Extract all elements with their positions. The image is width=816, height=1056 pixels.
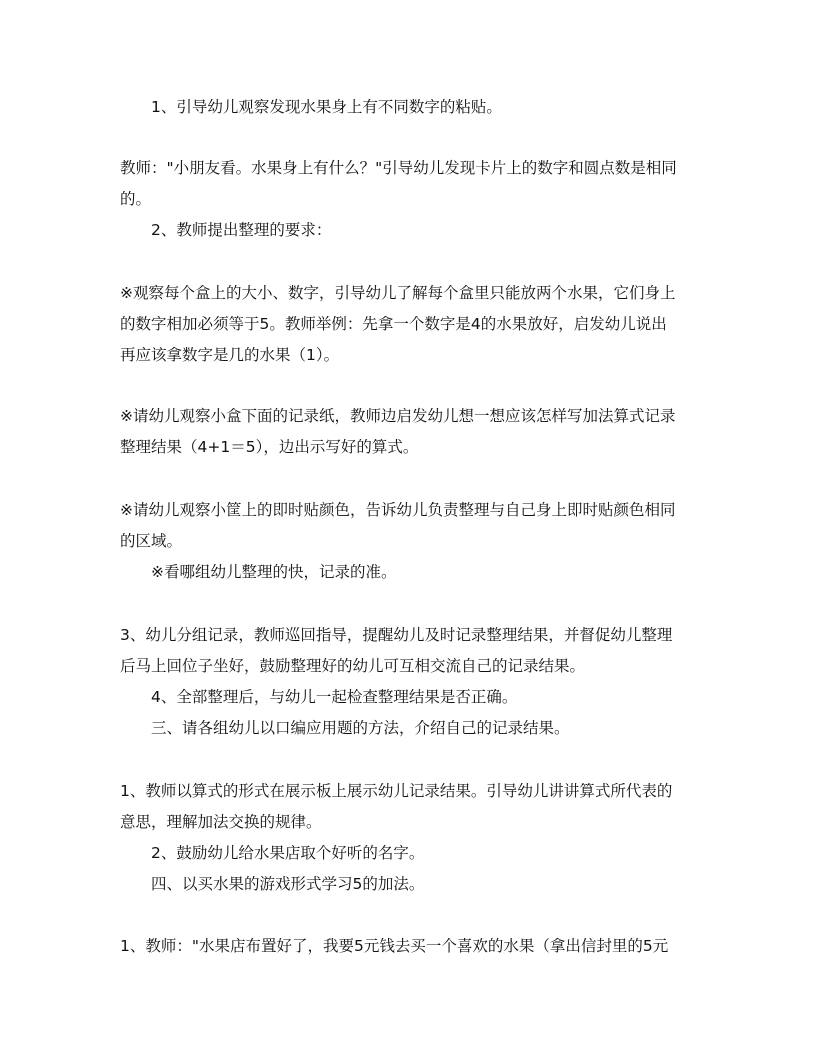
text-line: ※观察每个盒上的大小、数字，引导幼儿了解每个盒里只能放两个水果，它们身上 <box>120 284 676 302</box>
text-line: 4、全部整理后，与幼儿一起检查整理结果是否正确。 <box>151 688 518 706</box>
text-line: ※请幼儿观察小筐上的即时贴颜色，告诉幼儿负责整理与自己身上即时贴颜色相同 <box>120 501 676 519</box>
text-line: 三、请各组幼儿以口编应用题的方法，介绍自己的记录结果。 <box>151 719 570 737</box>
text-line: 2、鼓励幼儿给水果店取个好听的名字。 <box>151 844 425 862</box>
text-line: 3、幼儿分组记录，教师巡回指导，提醒幼儿及时记录整理结果，并督促幼儿整理 <box>120 626 673 644</box>
text-line: 的数字相加必须等于5。教师举例：先拿一个数字是4的水果放好，启发幼儿说出 <box>120 315 667 333</box>
text-line: 1、教师以算式的形式在展示板上展示幼儿记录结果。引导幼儿讲讲算式所代表的 <box>120 782 673 800</box>
text-line: 后马上回位子坐好，鼓励整理好的幼儿可互相交流自己的记录结果。 <box>120 657 586 675</box>
text-line: 2、教师提出整理的要求： <box>151 221 332 239</box>
text-line: 的。 <box>120 190 152 208</box>
text-line: 整理结果（4+1＝5），边出示写好的算式。 <box>120 438 419 456</box>
text-line: ※看哪组幼儿整理的快，记录的准。 <box>151 563 397 581</box>
text-line: 教师："小朋友看。水果身上有什么？"引导幼儿发现卡片上的数字和圆点数是相同 <box>120 159 677 177</box>
text-line: 四、以买水果的游戏形式学习5的加法。 <box>151 875 425 893</box>
text-line: 再应该拿数字是几的水果（1）。 <box>120 346 340 364</box>
text-line: ※请幼儿观察小盒下面的记录纸，教师边启发幼儿想一想应该怎样写加法算式记录 <box>120 407 676 425</box>
text-line: 的区域。 <box>120 532 183 550</box>
text-line: 1、引导幼儿观察发现水果身上有不同数字的粘贴。 <box>151 98 502 116</box>
text-line: 意思，理解加法交换的规律。 <box>120 813 322 831</box>
text-line: 1、教师："水果店布置好了，我要5元钱去买一个喜欢的水果（拿出信封里的5元 <box>120 937 669 955</box>
